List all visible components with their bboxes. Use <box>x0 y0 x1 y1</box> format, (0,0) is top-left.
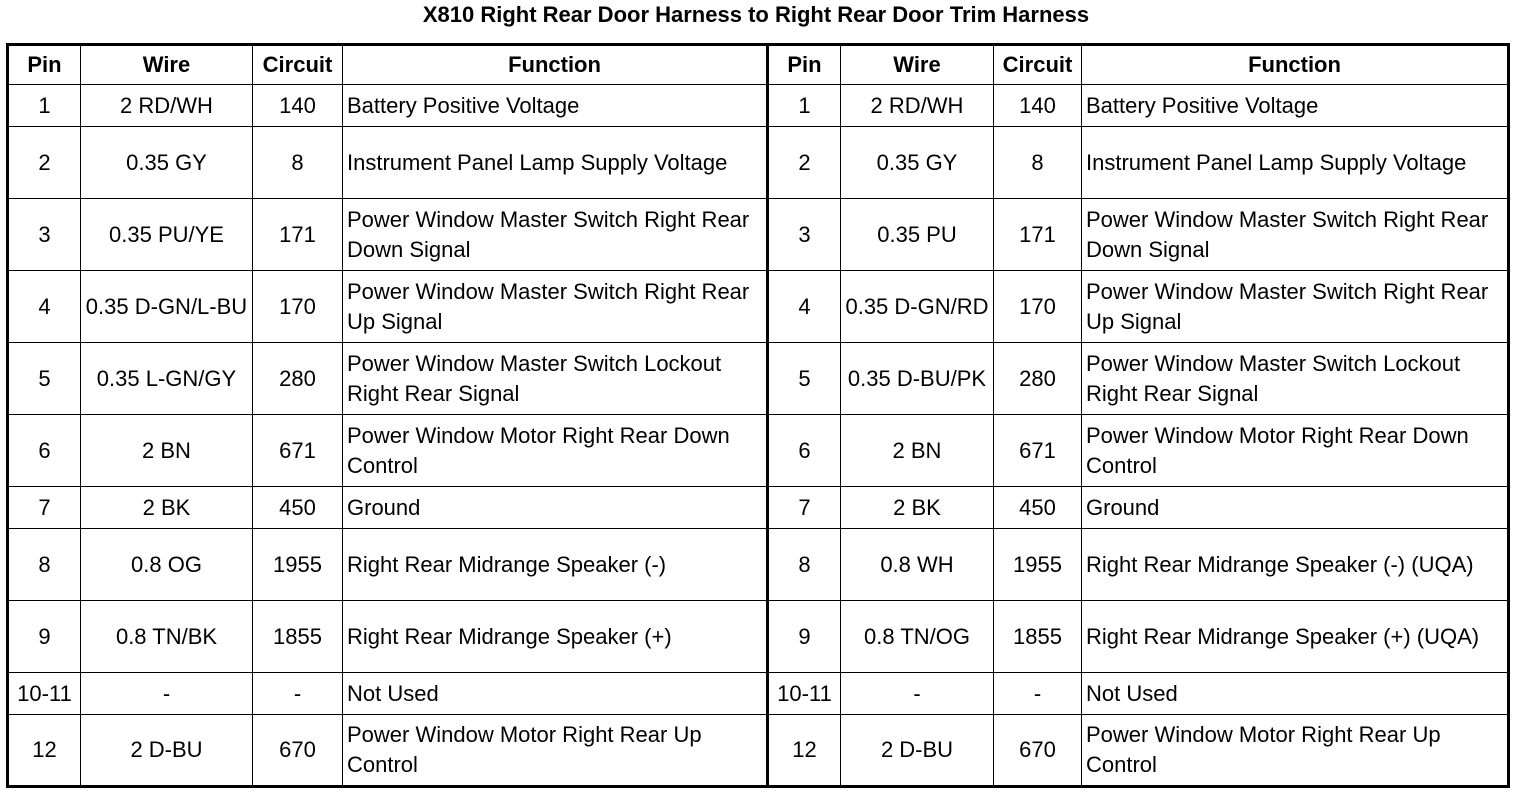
circuit-cell: 671 <box>994 415 1082 487</box>
wire-cell: 2 BK <box>81 487 253 529</box>
function-cell: Power Window Master Switch Right Rear Up Signal <box>343 271 768 343</box>
header-function: Function <box>1082 45 1509 85</box>
pin-cell: 10-11 <box>768 673 841 715</box>
connector-pinout-table <box>6 43 1510 788</box>
function-cell: Power Window Master Switch Lockout Right Rear Signal <box>343 343 768 415</box>
wire-cell: 2 RD/WH <box>841 85 994 127</box>
header-wire: Wire <box>841 45 994 85</box>
pin-cell: 4 <box>768 271 841 343</box>
pin-cell: 8 <box>8 529 81 601</box>
table-row <box>8 673 1509 715</box>
wire-cell: 0.35 D-GN/RD <box>841 271 994 343</box>
pin-cell: 8 <box>768 529 841 601</box>
function-cell: Power Window Master Switch Right Rear Down Signal <box>1082 199 1509 271</box>
wire-cell: 2 BN <box>841 415 994 487</box>
function-cell: Not Used <box>343 673 768 715</box>
function-cell: Battery Positive Voltage <box>1082 85 1509 127</box>
header-pin: Pin <box>768 45 841 85</box>
table-row <box>8 199 1509 271</box>
wire-cell: 0.8 WH <box>841 529 994 601</box>
table-row <box>8 601 1509 673</box>
pin-cell: 4 <box>8 271 81 343</box>
circuit-cell: 171 <box>253 199 343 271</box>
table-row <box>8 127 1509 199</box>
wire-cell: 0.8 TN/OG <box>841 601 994 673</box>
circuit-cell: - <box>994 673 1082 715</box>
pin-cell: 7 <box>768 487 841 529</box>
circuit-cell: 450 <box>253 487 343 529</box>
function-cell: Right Rear Midrange Speaker (+) (UQA) <box>1082 601 1509 673</box>
circuit-cell: 671 <box>253 415 343 487</box>
table-row <box>8 271 1509 343</box>
circuit-cell: 8 <box>994 127 1082 199</box>
header-wire: Wire <box>81 45 253 85</box>
wire-cell: 2 D-BU <box>841 715 994 787</box>
pin-cell: 6 <box>768 415 841 487</box>
table-header-row <box>8 45 1509 85</box>
header-circuit: Circuit <box>994 45 1082 85</box>
pin-cell: 7 <box>8 487 81 529</box>
wire-cell: 2 D-BU <box>81 715 253 787</box>
document-title: X810 Right Rear Door Harness to Right Rear Door Trim Harness <box>422 2 1090 27</box>
function-cell: Battery Positive Voltage <box>343 85 768 127</box>
circuit-cell: 8 <box>253 127 343 199</box>
function-cell: Power Window Master Switch Lockout Right Rear Signal <box>1082 343 1509 415</box>
pin-cell: 9 <box>768 601 841 673</box>
wire-cell: 0.35 GY <box>841 127 994 199</box>
wire-cell: 0.35 GY <box>81 127 253 199</box>
function-cell: Power Window Master Switch Right Rear Down Signal <box>343 199 768 271</box>
pin-cell: 3 <box>8 199 81 271</box>
table-row <box>8 415 1509 487</box>
pin-cell: 5 <box>768 343 841 415</box>
function-cell: Power Window Motor Right Rear Up Control <box>343 715 768 787</box>
pin-cell: 6 <box>8 415 81 487</box>
pin-cell: 12 <box>8 715 81 787</box>
circuit-cell: 140 <box>994 85 1082 127</box>
function-cell: Instrument Panel Lamp Supply Voltage <box>1082 127 1509 199</box>
function-cell: Power Window Motor Right Rear Down Control <box>1082 415 1509 487</box>
circuit-cell: 670 <box>994 715 1082 787</box>
wire-cell: - <box>841 673 994 715</box>
table-row <box>8 529 1509 601</box>
function-cell: Instrument Panel Lamp Supply Voltage <box>343 127 768 199</box>
circuit-cell: - <box>253 673 343 715</box>
circuit-cell: 170 <box>253 271 343 343</box>
wire-cell: 0.35 D-GN/L-BU <box>81 271 253 343</box>
pin-cell: 1 <box>8 85 81 127</box>
wire-cell: 0.35 PU <box>841 199 994 271</box>
function-cell: Ground <box>343 487 768 529</box>
wire-cell: 2 RD/WH <box>81 85 253 127</box>
header-function: Function <box>343 45 768 85</box>
table-row <box>8 715 1509 787</box>
pin-cell: 9 <box>8 601 81 673</box>
pin-cell: 3 <box>768 199 841 271</box>
function-cell: Power Window Motor Right Rear Down Control <box>343 415 768 487</box>
table-row <box>8 343 1509 415</box>
circuit-cell: 280 <box>994 343 1082 415</box>
circuit-cell: 670 <box>253 715 343 787</box>
wire-cell: 2 BN <box>81 415 253 487</box>
wire-cell: - <box>81 673 253 715</box>
function-cell: Power Window Master Switch Right Rear Up Signal <box>1082 271 1509 343</box>
pin-cell: 2 <box>768 127 841 199</box>
pin-cell: 2 <box>8 127 81 199</box>
wire-cell: 0.35 L-GN/GY <box>81 343 253 415</box>
function-cell: Not Used <box>1082 673 1509 715</box>
wire-cell: 0.8 OG <box>81 529 253 601</box>
circuit-cell: 450 <box>994 487 1082 529</box>
circuit-cell: 1855 <box>994 601 1082 673</box>
function-cell: Right Rear Midrange Speaker (+) <box>343 601 768 673</box>
table-row <box>8 487 1509 529</box>
wire-cell: 0.35 D-BU/PK <box>841 343 994 415</box>
function-cell: Power Window Motor Right Rear Up Control <box>1082 715 1509 787</box>
pin-cell: 5 <box>8 343 81 415</box>
circuit-cell: 1955 <box>994 529 1082 601</box>
wire-cell: 0.35 PU/YE <box>81 199 253 271</box>
function-cell: Right Rear Midrange Speaker (-) (UQA) <box>1082 529 1509 601</box>
wire-cell: 0.8 TN/BK <box>81 601 253 673</box>
circuit-cell: 280 <box>253 343 343 415</box>
pin-cell: 1 <box>768 85 841 127</box>
header-circuit: Circuit <box>253 45 343 85</box>
function-cell: Right Rear Midrange Speaker (-) <box>343 529 768 601</box>
pin-cell: 12 <box>768 715 841 787</box>
function-cell: Ground <box>1082 487 1509 529</box>
header-pin: Pin <box>8 45 81 85</box>
wire-cell: 2 BK <box>841 487 994 529</box>
circuit-cell: 1855 <box>253 601 343 673</box>
pin-cell: 10-11 <box>8 673 81 715</box>
circuit-cell: 171 <box>994 199 1082 271</box>
circuit-cell: 1955 <box>253 529 343 601</box>
circuit-cell: 170 <box>994 271 1082 343</box>
circuit-cell: 140 <box>253 85 343 127</box>
table-row <box>8 85 1509 127</box>
